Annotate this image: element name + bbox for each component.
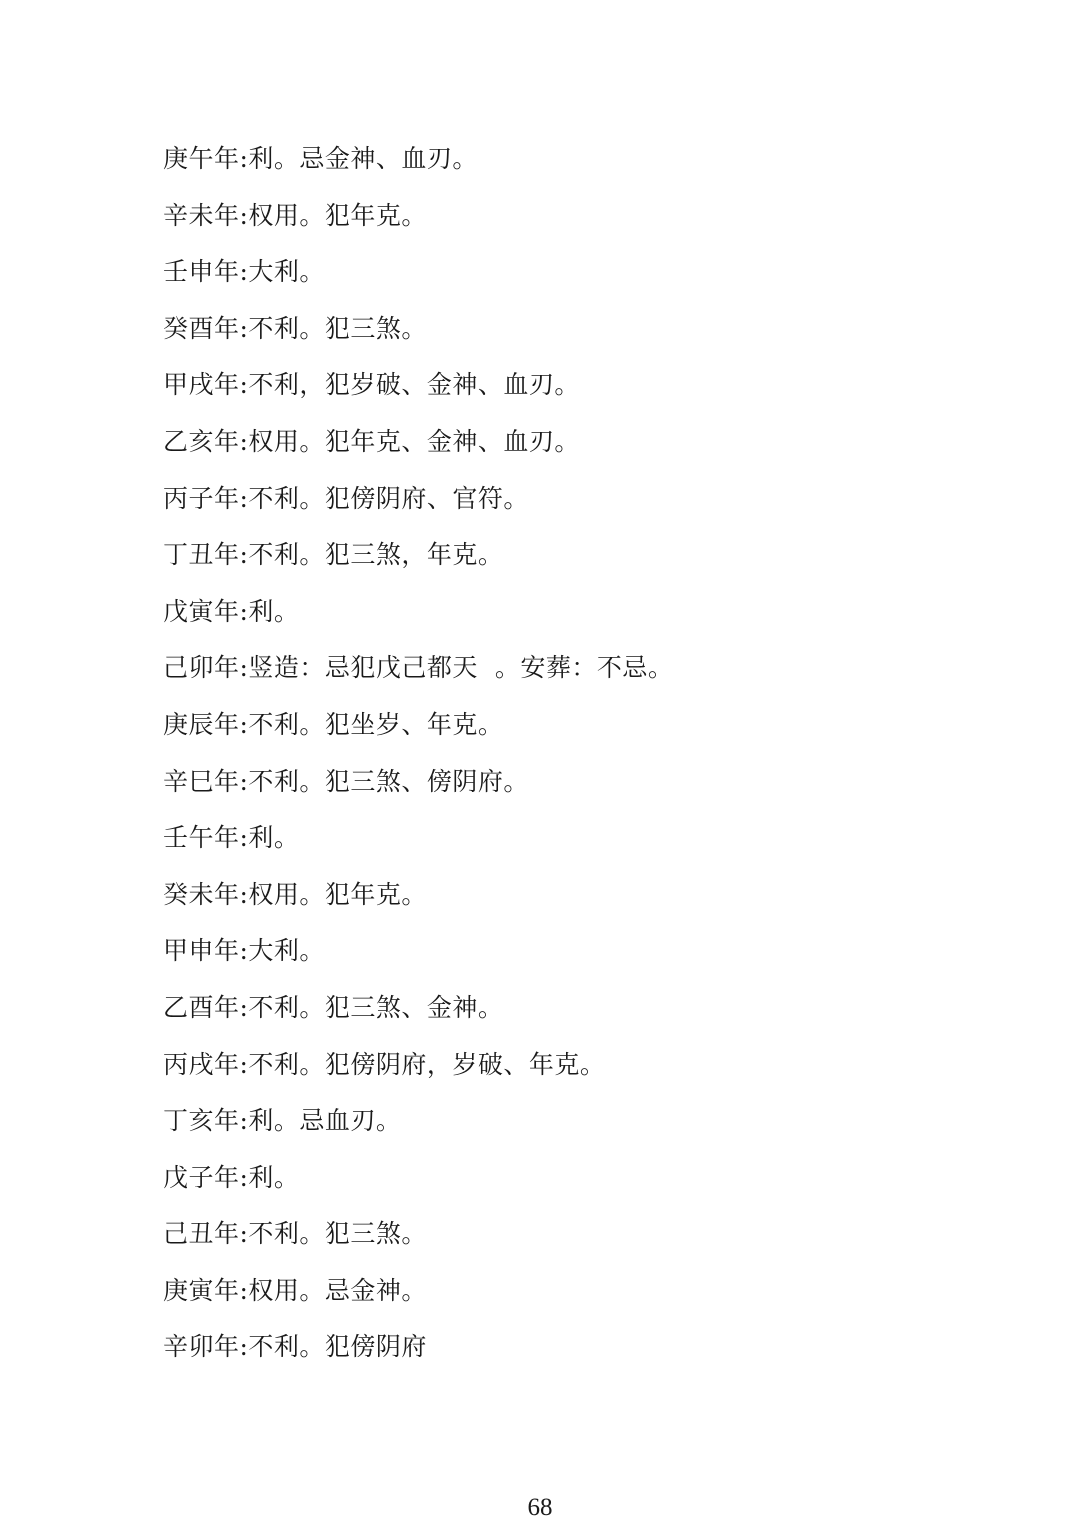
year-entries-list: [163, 137, 983, 1382]
year-entry: 癸未年:权用。犯年克。: [163, 879, 427, 909]
year-entry: 辛未年:权用。犯年克。: [163, 200, 427, 230]
year-entry: 己卯年:竖造：忌犯戊己都天 。安葬：不忌。: [163, 653, 674, 683]
year-entry: 庚寅年:权用。忌金神。: [163, 1275, 427, 1305]
year-entry: 甲申年:大利。: [163, 936, 325, 966]
year-entry: 庚午年:利。忌金神、血刃。: [163, 144, 478, 173]
year-entry: 辛巳年:不利。犯三煞、傍阴府。: [163, 766, 529, 796]
year-entry: 丙子年:不利。犯傍阴府、官符。: [163, 483, 529, 513]
year-entry: 己丑年:不利。犯三煞。: [163, 1219, 427, 1249]
year-entry: 庚辰年:不利。犯坐岁、年克。: [163, 709, 504, 739]
year-entry: 乙酉年:不利。犯三煞、金神。: [163, 992, 504, 1022]
page-number: 68: [527, 1494, 553, 1521]
year-entry: 戊子年:利。: [163, 1162, 300, 1192]
year-entry: 壬申年:大利。: [163, 257, 325, 287]
year-entry: 癸酉年:不利。犯三煞。: [163, 313, 427, 343]
year-entry: 辛卯年:不利。犯傍阴府: [163, 1332, 427, 1362]
year-entry: 丁丑年:不利。犯三煞，年克。: [163, 540, 504, 570]
year-entry: 甲戌年:不利，犯岁破、金神、血刃。: [163, 370, 580, 400]
year-entry: 乙亥年:权用。犯年克、金神、血刃。: [163, 426, 580, 456]
year-entry: 壬午年:利。: [163, 823, 300, 853]
year-entry: 丙戌年:不利。犯傍阴府，岁破、年克。: [163, 1049, 606, 1079]
year-entry: 戊寅年:利。: [163, 596, 300, 626]
year-entry: 丁亥年:利。忌血刃。: [163, 1106, 402, 1136]
